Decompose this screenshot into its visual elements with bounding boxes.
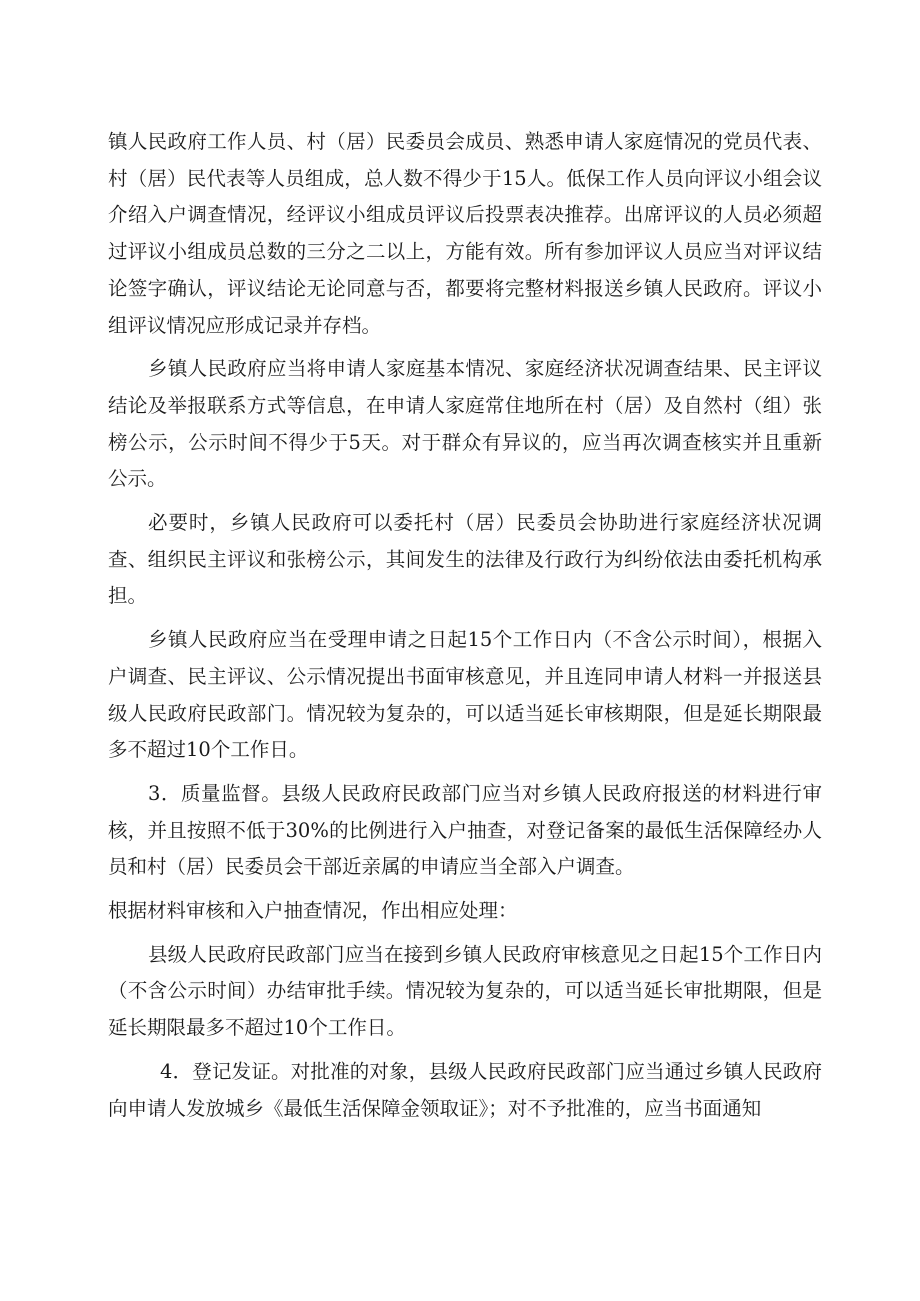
paragraph-evaluation-group: 镇人民政府工作人员、村（居）民委员会成员、熟悉申请人家庭情况的党员代表、村（居）民代表等人员组成，总人数不得少于15人。低保工作人员向评议小组会议介绍入户调查情况，经评议小组成员评议后投票表决推荐。出席评议的人员必须超过评议小组成员总数的三分之二以上，方能有效。所有参加评议人员应当对评议结论签字确认，评议结论无论同意与否，都要将完整材料报送乡镇人民政府。评议小组评议情况应形成记录并存档。 xyxy=(108,130,822,337)
paragraph-registration-certificate: 4．登记发证。对批准的对象，县级人民政府民政部门应当通过乡镇人民政府向申请人发放城乡《最低生活保障金领取证》；对不予批准的，应当书面通知 xyxy=(108,1059,822,1120)
paragraph-handling-intro: 根据材料审核和入户抽查情况，作出相应处理： xyxy=(108,899,518,923)
paragraph-township-review: 乡镇人民政府应当在受理申请之日起15个工作日内（不含公示时间），根据入户调查、民主评议、公示情况提出书面审核意见，并且连同申请人材料一并报送县级人民政府民政部门。情况较为复杂的，可以适当延长审核期限，但是延长期限最多不超过10个工作日。 xyxy=(108,628,822,762)
document-body xyxy=(108,124,822,1134)
paragraph-entrust-committee: 必要时，乡镇人民政府可以委托村（居）民委员会协助进行家庭经济状况调查、组织民主评议和张榜公示，其间发生的法律及行政行为纠纷依法由委托机构承担。 xyxy=(108,511,822,608)
paragraph-public-notice: 乡镇人民政府应当将申请人家庭基本情况、家庭经济状况调查结果、民主评议结论及举报联系方式等信息，在申请人家庭常住地所在村（居）及自然村（组）张榜公示，公示时间不得少于5天。对于群众有异议的，应当再次调查核实并且重新公示。 xyxy=(108,357,822,491)
paragraph-county-approval: 县级人民政府民政部门应当在接到乡镇人民政府审核意见之日起15个工作日内（不含公示时间）办结审批手续。情况较为复杂的，可以适当延长审批期限，但是延长期限最多不超过10个工作日。 xyxy=(108,942,822,1040)
paragraph-quality-supervision: 3．质量监督。县级人民政府民政部门应当对乡镇人民政府报送的材料进行审核，并且按照不低于30%的比例进行入户抽查，对登记备案的最低生活保障经办人员和村（居）民委员会干部近亲属的申请应当全部入户调查。 xyxy=(108,781,822,879)
